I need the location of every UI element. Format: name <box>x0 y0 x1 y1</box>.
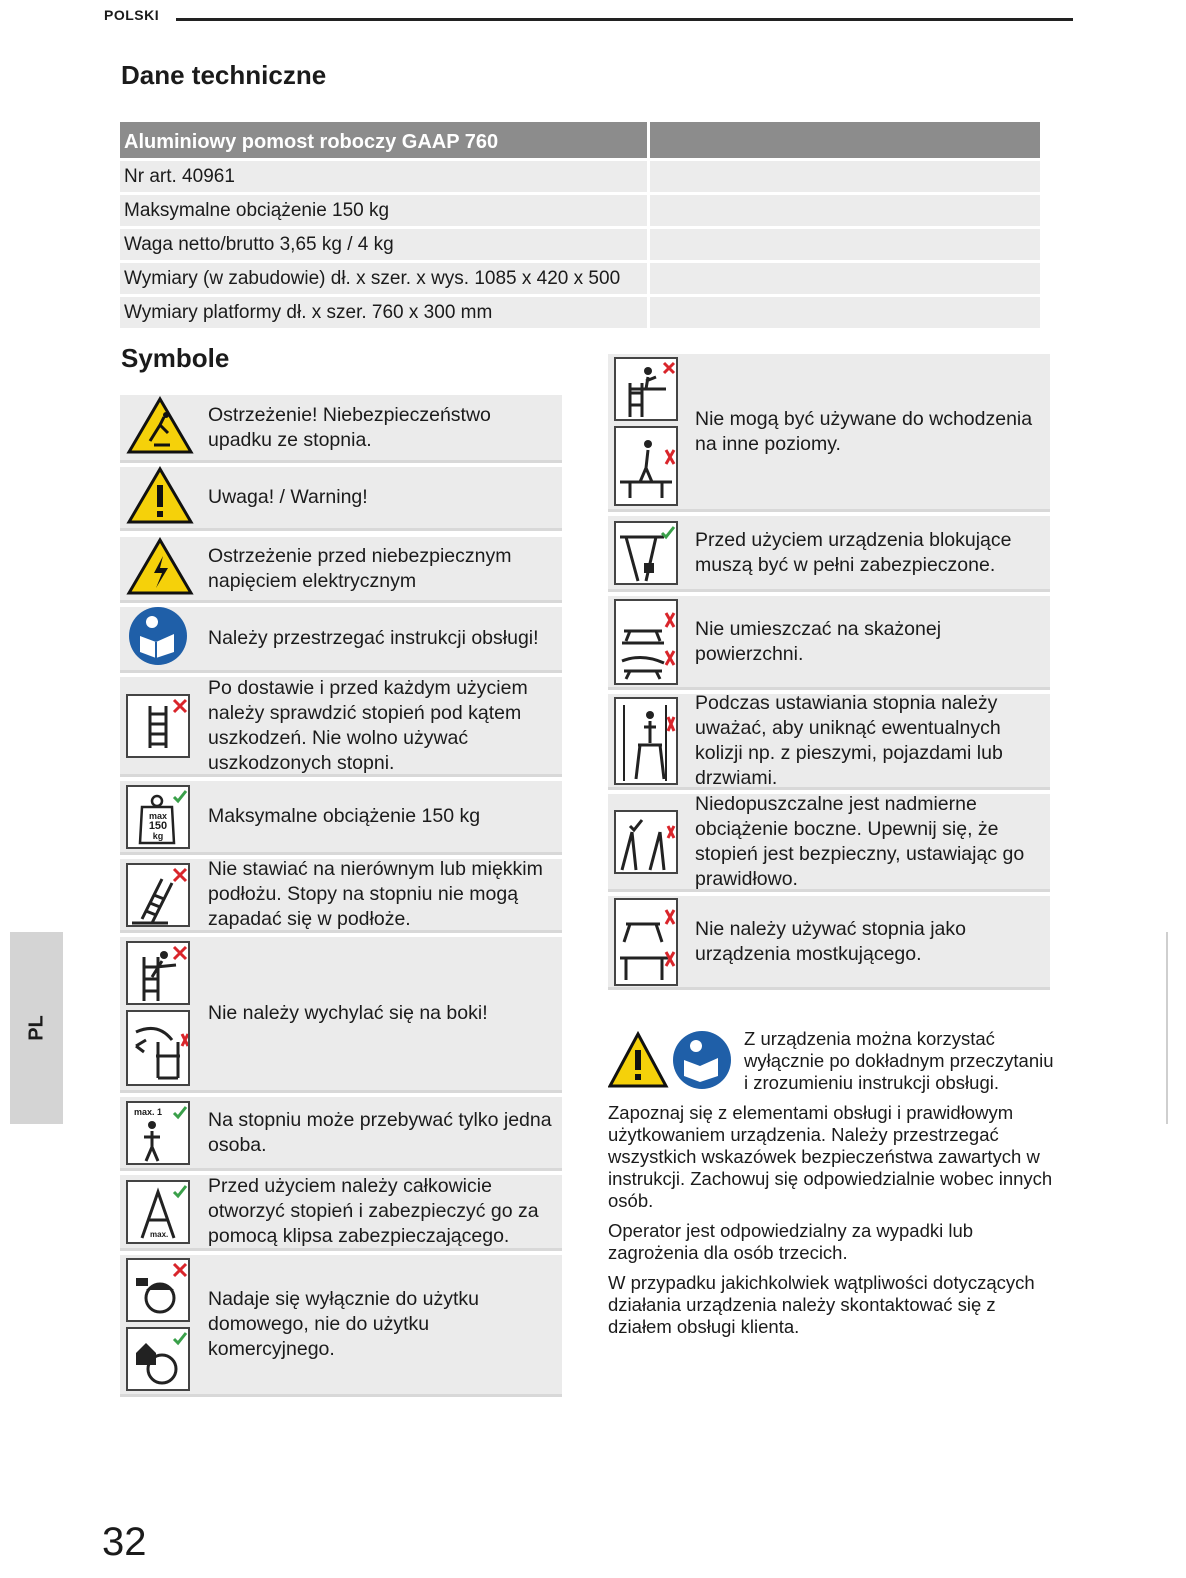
spec-table-header <box>120 122 1040 158</box>
symbol-row-warning <box>120 467 562 531</box>
table-row <box>120 161 1040 192</box>
warning-icon <box>126 465 194 530</box>
symbol-text: Ostrzeżenie przed niebezpiecznym napięciem elektrycznym <box>208 544 512 592</box>
load-value: 150 <box>148 819 168 832</box>
symbol-row-side-load <box>608 794 1050 892</box>
symbol-text: Niedopuszczalne jest nadmierne obciążenie boczne. Upewnij się, że stopień jest bezpieczny, ustawiając go prawidłowo. <box>695 792 1025 890</box>
table-row <box>120 195 1040 226</box>
page-number: 32 <box>102 1520 147 1564</box>
symbol-row-max-load <box>120 781 562 855</box>
side-tab-label: PL <box>25 1015 47 1041</box>
symbol-row-damaged <box>120 677 562 777</box>
electric-warning-icon <box>126 536 194 601</box>
tech-heading: Dane techniczne <box>121 60 327 90</box>
max-one-label: max. 1 <box>134 1106 163 1117</box>
load-unit: kg <box>152 830 164 841</box>
lean-sideways-icon <box>126 941 190 1005</box>
symbol-text: Podczas ustawiania stopnia należy uważać, aby uniknąć ewentualnych kolizji np. z pieszymi, pojazdami lub drzwiami. <box>695 691 1003 789</box>
overreach-icon <box>126 1010 190 1086</box>
symbol-text: Nadaje się wyłącznie do użytku domowego, nie do użytku komercyjnego. <box>208 1288 479 1360</box>
symbol-row-one-person <box>120 1097 562 1171</box>
contaminated-surface-icon <box>614 599 678 685</box>
read-manual-icon <box>126 606 194 671</box>
no-commercial-icon <box>126 1258 190 1322</box>
notice-paragraph: W przypadku jakichkolwiek wątpliwości dotyczących działania urządzenia należy skontaktować się z działem obsługi klienta. <box>608 1272 1035 1337</box>
right-margin-line <box>1166 932 1168 1124</box>
symbol-row-electric <box>120 537 562 603</box>
max-open-label: max. <box>150 1229 169 1239</box>
spec-cell: Nr art. 40961 <box>120 161 647 192</box>
symbol-text: Należy przestrzegać instrukcji obsługi! <box>208 627 539 649</box>
no-climbing-icon <box>614 357 678 421</box>
max-load-icon <box>126 785 190 849</box>
fall-warning-icon <box>126 395 194 460</box>
symbol-row-uneven <box>120 859 562 933</box>
symbol-text: Nie należy wychylać się na boki! <box>208 1002 488 1024</box>
damaged-ladder-icon <box>126 694 190 758</box>
symbol-text: Ostrzeżenie! Niebezpieczeństwo upadku ze stopnia. <box>208 403 491 451</box>
no-bridging-icon <box>614 898 678 986</box>
symbol-row-manual <box>120 607 562 673</box>
notice-lead: Z urządzenia można korzystać wyłącznie po dokładnym przeczytaniu i zrozumieniu instrukcji obsługi. <box>744 1028 1054 1093</box>
no-step-over-icon <box>614 426 678 506</box>
symbols-heading: Symbole <box>121 343 230 373</box>
header-rule <box>176 18 1073 21</box>
one-person-icon <box>126 1101 190 1165</box>
side-load-icon <box>614 810 678 874</box>
spec-cell: Wymiary platformy dł. x szer. 760 x 300 mm <box>120 297 647 328</box>
symbol-text: Nie mogą być używane do wchodzenia na inne poziomy. <box>695 407 1033 455</box>
lock-device-icon <box>614 521 678 585</box>
symbol-row-domestic <box>120 1255 562 1397</box>
spec-cell: Waga netto/brutto 3,65 kg / 4 kg <box>120 229 647 260</box>
notice-paragraph: Zapoznaj się z elementami obsługi i prawidłowym użytkowaniem urządzenia. Należy przestrzegać wszystkich wskazówek bezpieczeństwa zawartych w instrukcji. Zachowuj się odpowiedzialnie wobec innych osób. <box>608 1102 1053 1211</box>
language-side-tab <box>10 932 63 1124</box>
domestic-use-icon <box>126 1327 190 1391</box>
spec-table-title: Aluminiowy pomost roboczy GAAP 760 <box>120 122 647 158</box>
symbol-row-collision <box>608 691 1050 790</box>
spec-cell: Maksymalne obciążenie 150 kg <box>120 195 647 226</box>
notice <box>608 1028 1058 1346</box>
symbol-row-bridging <box>608 896 1050 990</box>
symbol-text: Uwaga! / Warning! <box>208 486 368 508</box>
header-language: POLSKI <box>104 7 160 23</box>
symbol-text: Nie należy używać stopnia jako urządzenia mostkującego. <box>695 917 966 965</box>
notice-paragraph: Operator jest odpowiedzialny za wypadki lub zagrożenia dla osób trzecich. <box>608 1220 974 1263</box>
symbol-row-lock <box>608 516 1050 592</box>
table-row <box>120 297 1040 328</box>
spec-cell: Wymiary (w zabudowie) dł. x szer. x wys. 1085 x 420 x 500 <box>120 263 647 294</box>
symbol-row-surface <box>608 596 1050 690</box>
table-row <box>120 229 1040 260</box>
symbol-text: Na stopniu może przebywać tylko jedna osoba. <box>208 1108 552 1156</box>
symbol-row-lean <box>120 937 562 1093</box>
symbol-text: Przed użyciem urządzenia blokujące muszą być w pełni zabezpieczone. <box>695 528 1012 576</box>
symbol-text: Nie umieszczać na skażonej powierzchni. <box>695 617 942 665</box>
uneven-ground-icon <box>126 863 190 927</box>
symbol-row-fully-open <box>120 1175 562 1251</box>
symbol-text: Maksymalne obciążenie 150 kg <box>208 805 481 827</box>
symbol-row-fall-warning <box>120 395 562 463</box>
spec-table <box>120 122 1040 328</box>
symbol-text: Po dostawie i przed każdym użyciem należy sprawdzić stopień pod kątem uszkodzeń. Nie wolno używać uszkodzonych stopni. <box>208 676 528 774</box>
symbol-text: Nie stawiać na nierównym lub miękkim podłożu. Stopy na stopniu nie mogą zapadać się w podłoże. <box>208 858 543 930</box>
fully-open-icon <box>126 1180 190 1244</box>
max-label: max <box>148 810 167 821</box>
collision-icon <box>614 697 678 785</box>
symbol-row-levels <box>608 354 1050 512</box>
symbol-text: Przed użyciem należy całkowicie otworzyć stopień i zabezpieczyć go za pomocą klipsa zabezpieczającego. <box>208 1175 539 1247</box>
table-row <box>120 263 1040 294</box>
